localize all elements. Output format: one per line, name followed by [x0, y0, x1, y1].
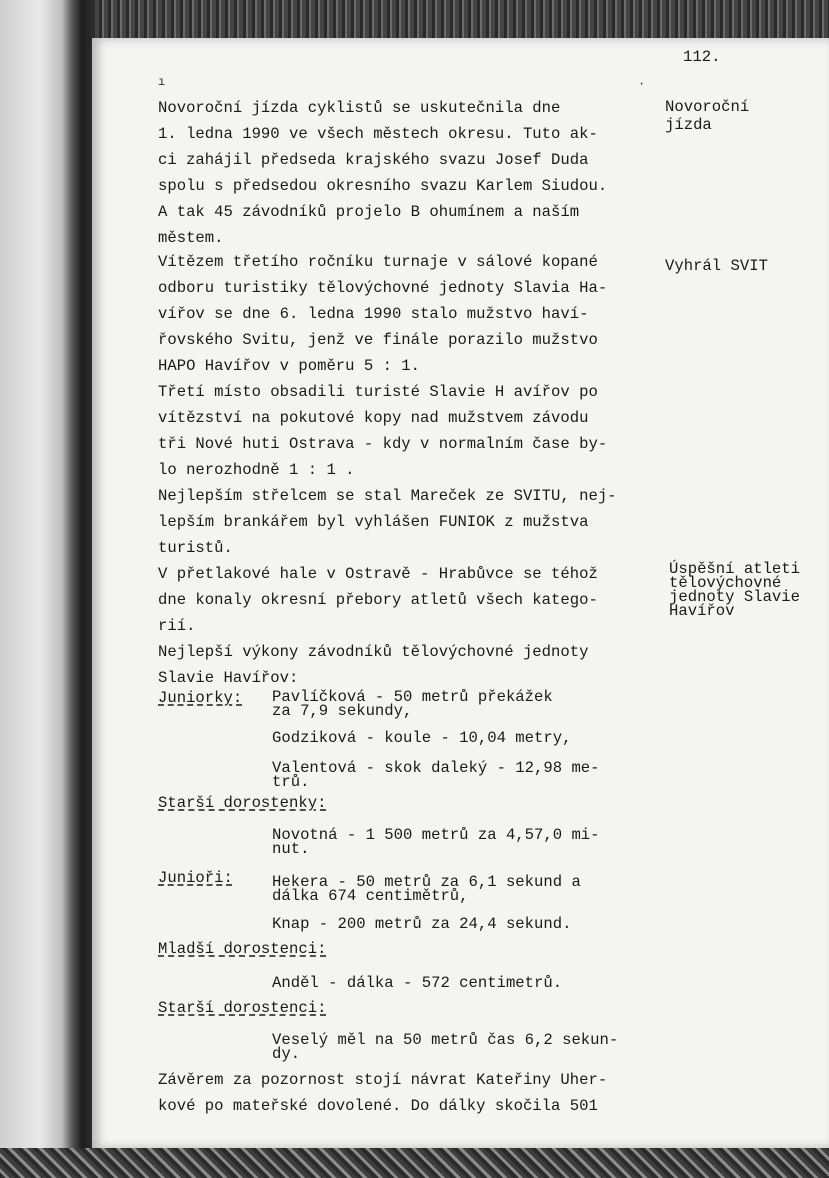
result-hekera: Hekera - 50 metrů za 6,1 sekund a dálka 674 centimětrů, [272, 873, 581, 905]
result-valentova: Valentová - skok daleký - 12,98 me- trů. [272, 759, 600, 791]
category-label-starsi-dorostenci: Starší dorostenci: [158, 999, 327, 1017]
result-pavlickova: Pavlíčková - 50 metrů překážek za 7,9 sekundy, [272, 688, 553, 720]
paragraph-new-year-ride: Novoroční jízda cyklistů se uskutečnila dne 1. ledna 1990 ve všech městech okresu. Tuto ak- ci zahájil předseda krajského svazu Josef Duda spolu s předsedou okresního svazu Karlem Siudou. A tak 45 závodníků projelo B ohumínem a naším městem. [158, 99, 608, 247]
paper-sheet [92, 38, 829, 1148]
category-label-mladsi-dorostenci: Mladší dorostenci: [158, 940, 327, 958]
sidenote-new-year-ride: Novoroční jízda [665, 98, 750, 134]
paragraph-closing: Závěrem za pozornost stojí návrat Kateřiny Uher- kové po mateřské dovolené. Do dálky skočila 501 [158, 1071, 608, 1115]
result-godzikova: Godziková - koule - 10,04 metry, [272, 729, 572, 747]
scan-bottom-edge [0, 1148, 829, 1178]
book-binding-edge [0, 0, 95, 1178]
scan-top-edge [0, 0, 829, 40]
result-vesely: Veselý měl na 50 metrů čas 6,2 sekun- dy. [272, 1031, 619, 1063]
sidenote-svit-wins: Vyhrál SVIT [665, 257, 768, 275]
margin-tick-mark: ı [158, 75, 166, 89]
category-label-juniorky: Juniorky: [158, 689, 243, 707]
result-knap: Knap - 200 metrů za 24,4 sekund. [272, 915, 572, 933]
paragraph-athletics-intro: V přetlakové hale v Ostravě - Hrabůvce se téhož dne konaly okresní přebory atletů všech katego- rií. Nejlepší výkony závodníků tělovýchovné jednoty Slavie Havířov: [158, 565, 598, 687]
result-andel: Anděl - dálka - 572 centimetrů. [272, 974, 563, 992]
result-novotna: Novotná - 1 500 metrů za 4,57,0 mi- nut. [272, 826, 600, 858]
sidenote-successful-athletes: Úspěšní atleti tělovýchovné jednoty Slavie Havířov [669, 560, 801, 620]
category-label-starsi-dorostenky: Starší dorostenky: [158, 794, 327, 812]
margin-tick-mark: · [638, 77, 646, 91]
category-label-juniori: Junioři: [158, 869, 233, 887]
paragraph-svit-wins: Vítězem třetího ročníku turnaje v sálové kopané odboru turistiky tělovýchovné jednoty Slavia Ha- vířov se dne 6. ledna 1990 stalo mužstvo haví- řovského Svitu, jenž ve finále porazilo mužstvo HAPO Havířov v poměru 5 : 1. Třetí místo obsadili turisté Slavie H avířov po vítězství na pokutové kopy nad mužstvem závodu tři Nové huti Ostrava - kdy v normalním čase by- lo nerozhodně 1 : 1 . Nejlepším střelcem se stal Mareček ze SVITU, nej- lepším brankářem byl vyhlášen FUNIOK z mužstva turistů. [158, 253, 617, 557]
page-number: 112. [683, 48, 721, 66]
